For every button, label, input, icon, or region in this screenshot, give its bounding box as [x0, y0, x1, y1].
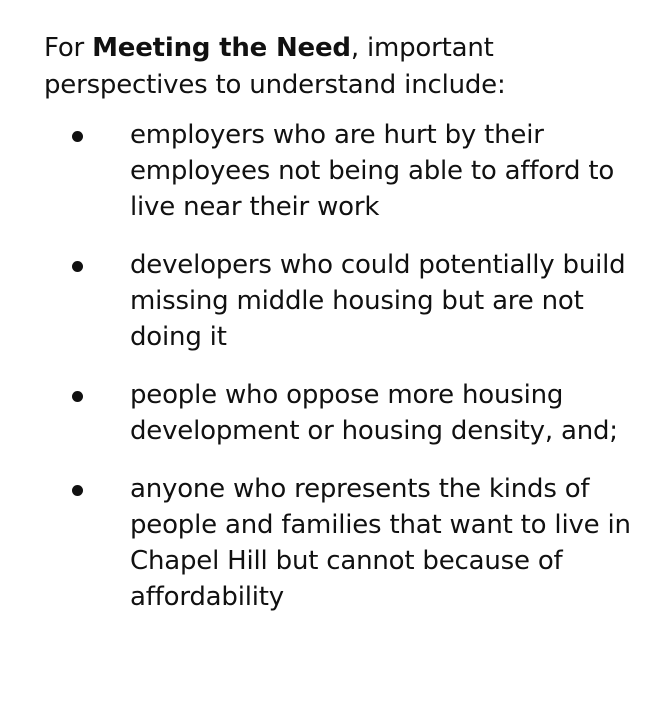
intro-suffix: , important perspectives to understand include:: [44, 33, 506, 100]
list-item: [44, 117, 644, 225]
document-body: [44, 30, 644, 637]
perspectives-list: [44, 117, 644, 615]
list-item: [44, 377, 644, 449]
list-item-text: developers who could potentially build missing middle housing but are not doing it: [130, 250, 626, 352]
bullet-icon: [72, 261, 83, 272]
bullet-icon: [72, 485, 83, 496]
bullet-icon: [72, 131, 83, 142]
list-item-text: people who oppose more housing development or housing density, and;: [130, 380, 618, 446]
list-item: [44, 471, 644, 615]
intro-prefix: For: [44, 33, 93, 63]
intro-bold-term: Meeting the Need: [92, 33, 351, 63]
list-item-text: employers who are hurt by their employees not being able to afford to live near their work: [130, 120, 615, 222]
list-item-text: anyone who represents the kinds of people and families that want to live in Chapel Hill but cannot because of affordability: [130, 474, 631, 612]
intro-paragraph: [44, 30, 644, 104]
list-item: [44, 247, 644, 355]
bullet-icon: [72, 391, 83, 402]
